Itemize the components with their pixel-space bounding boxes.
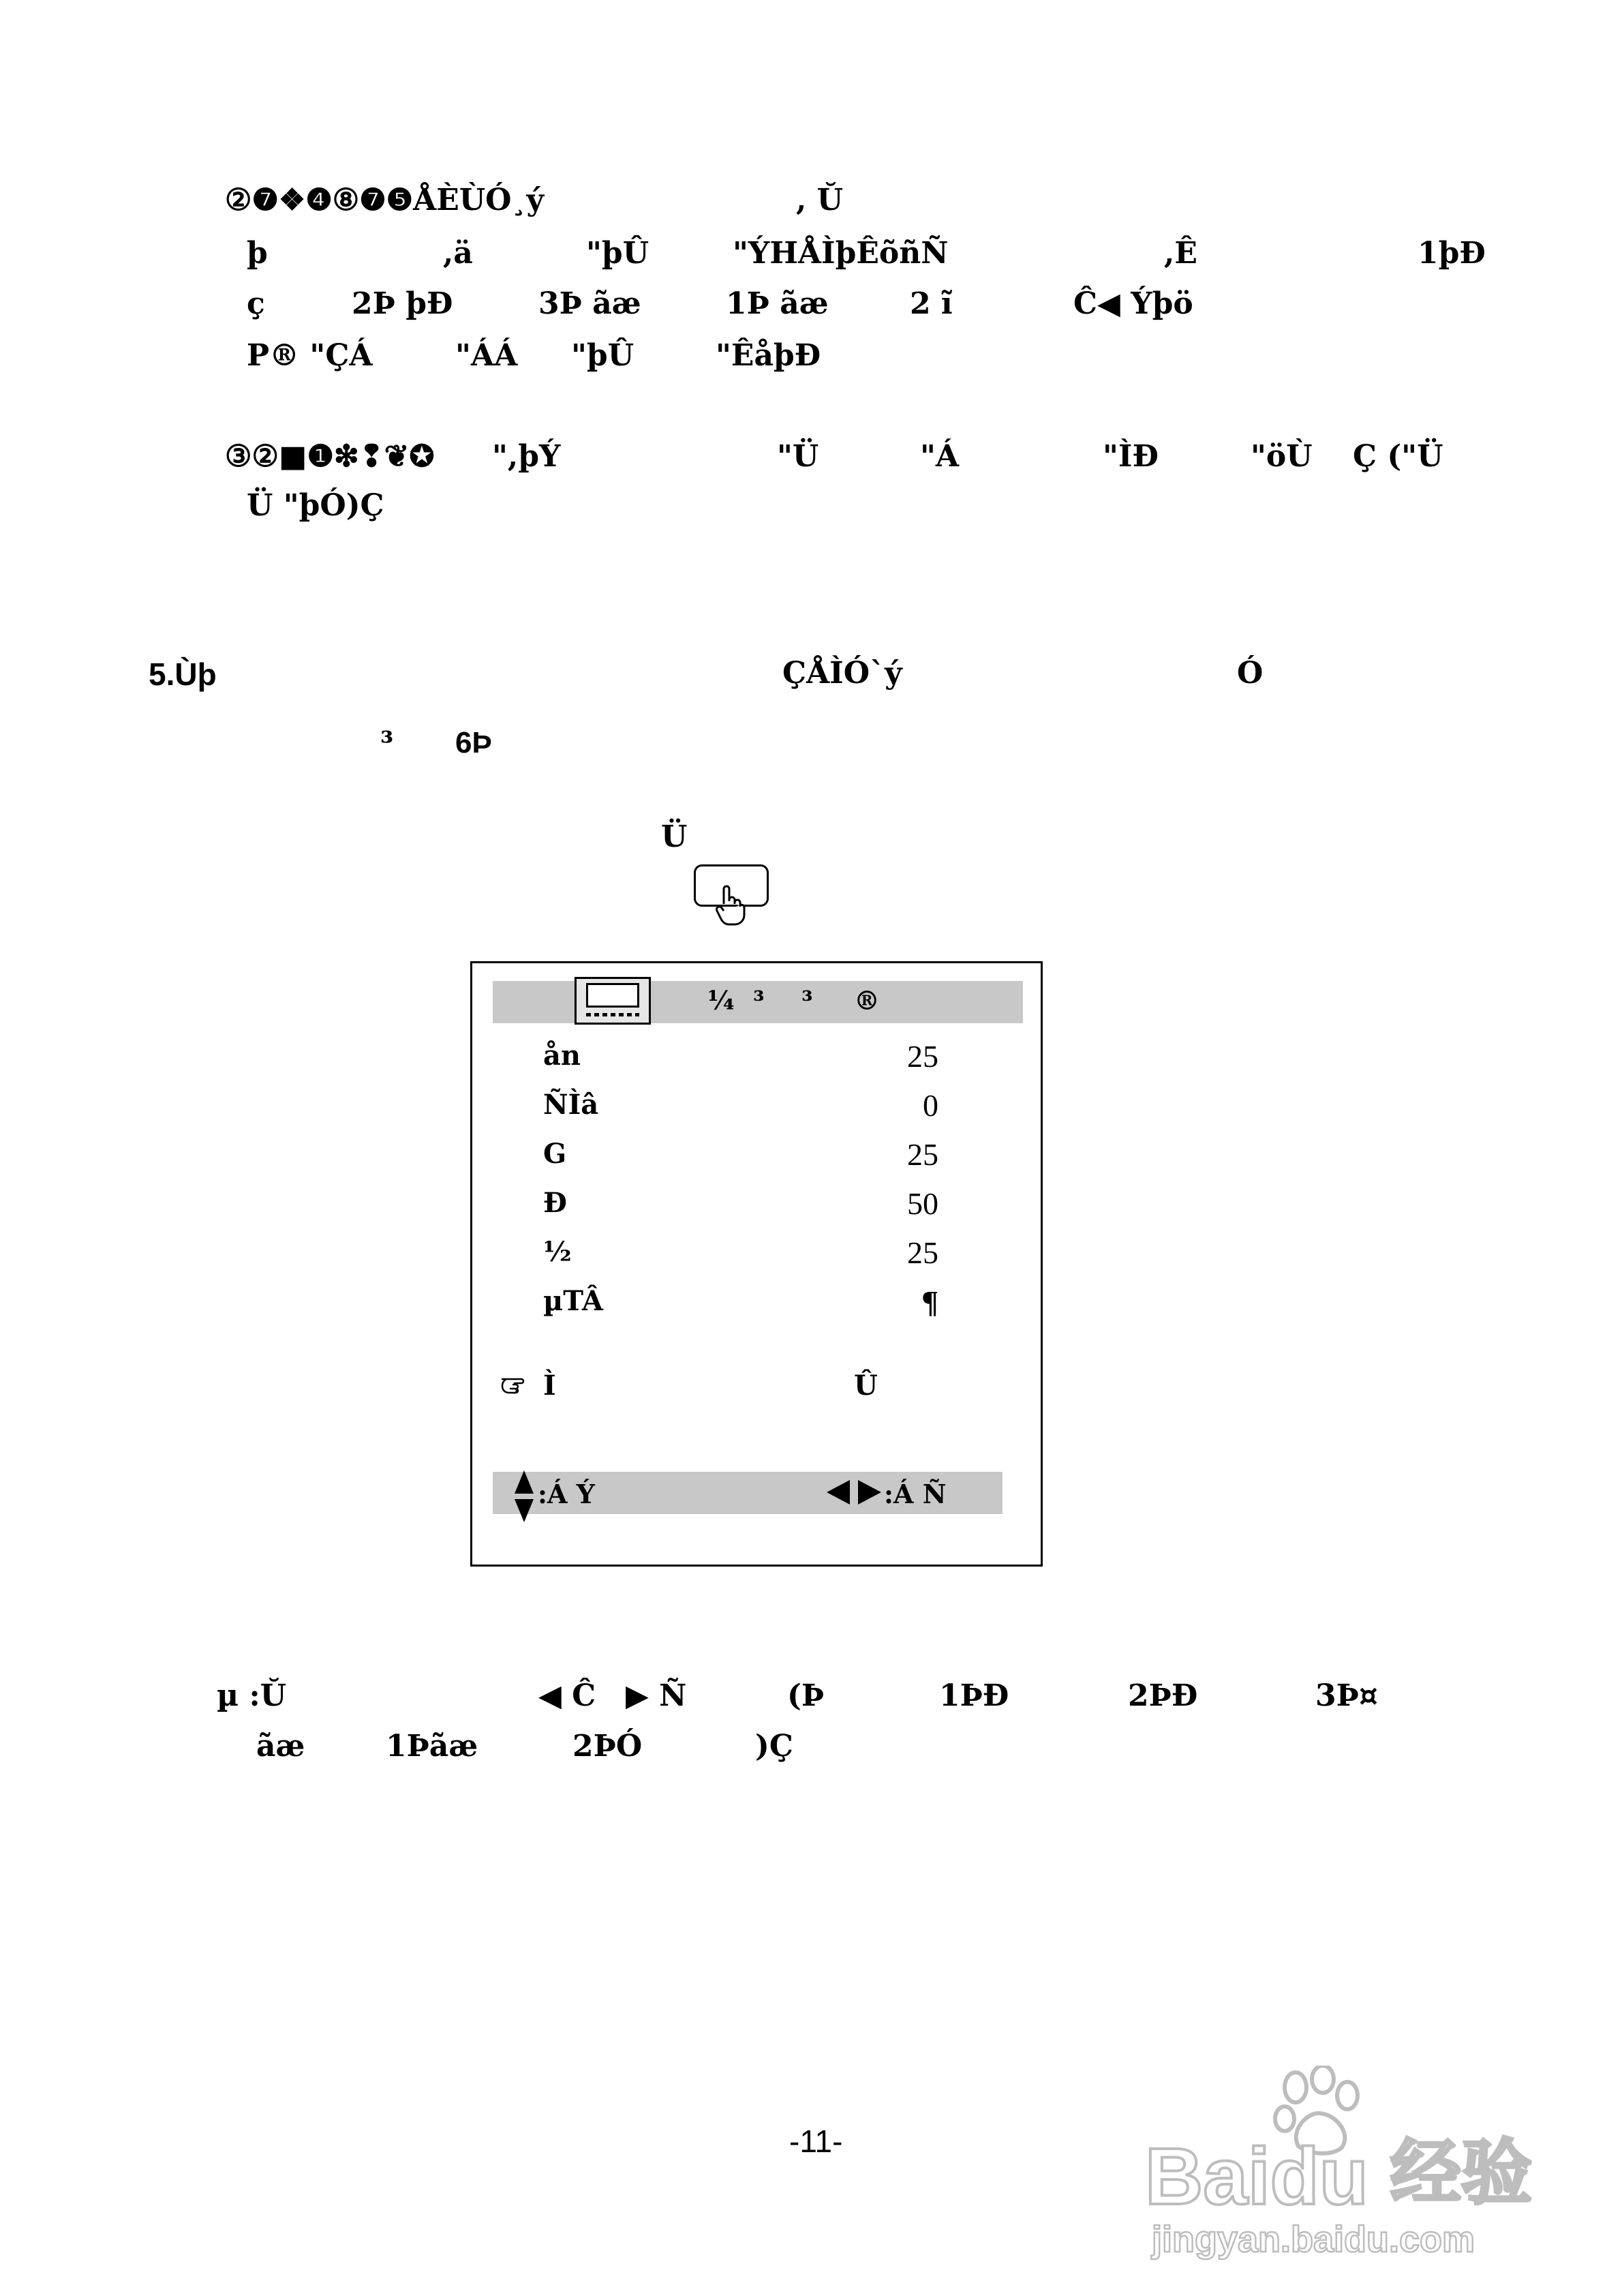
section-a-line1-part: þ — [247, 236, 268, 271]
section-b-line1-part: ",þÝ — [492, 439, 561, 474]
osd-row-value: 0 — [923, 1088, 938, 1123]
page-number: -11- — [789, 2124, 843, 2159]
baidu-jingyan-watermark — [1145, 2066, 1615, 2270]
osd-row-value: 25 — [907, 1235, 938, 1270]
section-5-sub-right: 6Þ — [455, 726, 492, 759]
osd-row-label[interactable]: ÑÌâ — [543, 1089, 599, 1121]
section-5-heading-right: Ó — [1237, 656, 1264, 691]
note-line1-part: ▶ Ñ — [626, 1678, 687, 1713]
osd-tab[interactable]: ³ — [801, 985, 813, 1016]
section-a-line2-part: 2Þ þÐ — [352, 286, 453, 321]
section-a-line3-part: "þÛ — [571, 338, 634, 373]
watermark-cn: 经验 — [1390, 2134, 1533, 2213]
section-a-line2-part: ç — [247, 286, 265, 321]
note-line2-part: )Ç — [755, 1729, 793, 1764]
note-line2-part: 2ÞÓ — [572, 1729, 643, 1764]
section-a-line3-part: "ÊåþÐ — [716, 338, 821, 373]
osd-row-label[interactable]: ån — [543, 1040, 581, 1072]
section-a-line2-part: 2 ĩ — [910, 286, 953, 321]
section-a-line2-part: 3Þ ãæ — [538, 286, 641, 321]
menu-button-caption: Ü — [661, 819, 688, 854]
note-line1-part: µ :Ŭ — [217, 1678, 287, 1713]
osd-row-label[interactable]: ½ — [543, 1236, 572, 1268]
note-line1-part: 3Þ¤ — [1315, 1678, 1378, 1713]
osd-footer-right: :Á Ñ — [884, 1479, 947, 1509]
hand-pointer-icon — [714, 883, 747, 927]
section-a-line1-part: ,Ê — [1164, 236, 1197, 271]
section-5-sub-left: ³ — [380, 725, 394, 760]
osd-hint-left: Ì — [543, 1370, 556, 1402]
osd-row-label[interactable]: µTÂ — [543, 1285, 603, 1317]
osd-row-value: 25 — [907, 1137, 938, 1172]
section-b-line2: Ü "þÓ)Ç — [247, 488, 384, 523]
up-down-arrow-icon — [515, 1470, 534, 1522]
left-right-arrow-icon — [827, 1479, 881, 1506]
tv-screen-icon — [586, 983, 639, 1008]
note-line1-part: ◀ Ĉ — [538, 1678, 596, 1713]
pointing-hand-icon — [501, 1372, 531, 1395]
note-line1-part: 2ÞÐ — [1128, 1678, 1198, 1713]
note-line1-part: 1ÞÐ — [939, 1678, 1009, 1713]
section-a-line3-part: "ÁÁ — [455, 338, 518, 373]
osd-row-label[interactable]: G — [543, 1138, 567, 1170]
section-b-line1-part: "ÌÐ — [1103, 439, 1159, 474]
section-a-line2-part: Ĉ◀ Ýþö — [1073, 286, 1193, 321]
tv-dots-icon — [586, 1013, 639, 1016]
section-b-line1-part: "Á — [920, 439, 960, 474]
section-b-line1-part: Ç ("Ü — [1353, 439, 1443, 474]
section-a-heading: ②❼❖❹⑧❼❺ÅÈÙÓ¸ý — [225, 183, 545, 217]
section-a-line2-part: 1Þ ãæ — [726, 286, 829, 321]
section-b-line1-part: "öÙ — [1251, 439, 1313, 474]
osd-hint-right: Û — [854, 1370, 878, 1402]
osd-tab[interactable]: ³ — [753, 985, 765, 1016]
section-a-line1-part: "þÛ — [586, 236, 649, 271]
note-line2-part: ãæ — [256, 1729, 305, 1764]
watermark-url: jingyan.baidu.com — [1152, 2219, 1475, 2260]
osd-row-value: 25 — [907, 1039, 938, 1074]
section-b-line1-part: "Ü — [777, 439, 819, 474]
watermark-brand: Baidu — [1145, 2132, 1368, 2222]
section-a-line1-part: ,ä — [443, 236, 473, 271]
section-b-line1-part: ③②■❶❇❢❦✪ — [225, 439, 435, 474]
note-line2-part: 1Þãæ — [386, 1729, 478, 1764]
osd-row-value: ¶ — [921, 1284, 938, 1319]
section-a-line1-part: "ÝHÅÌþÊõñÑ — [733, 236, 949, 271]
osd-row-value: 50 — [907, 1186, 938, 1221]
section-5-heading: 5.Ùþ — [149, 656, 217, 692]
picture-tab-icon[interactable] — [575, 977, 651, 1025]
osd-menu-panel — [470, 961, 1043, 1567]
osd-row-label[interactable]: Ð — [543, 1187, 567, 1219]
note-line1-part: (Þ — [787, 1678, 825, 1713]
section-a-heading-mark: , Ŭ — [796, 183, 844, 217]
osd-footer-left: :Á Ý — [538, 1479, 595, 1509]
section-5-heading-mid: ÇÅÌÓ`ý — [782, 656, 902, 691]
osd-tab[interactable]: ® — [854, 985, 880, 1016]
section-a-line3-part: P® "ÇÁ — [247, 338, 373, 373]
osd-tab[interactable]: ¼ — [707, 985, 735, 1016]
section-a-line1-part: 1þÐ — [1418, 236, 1486, 271]
